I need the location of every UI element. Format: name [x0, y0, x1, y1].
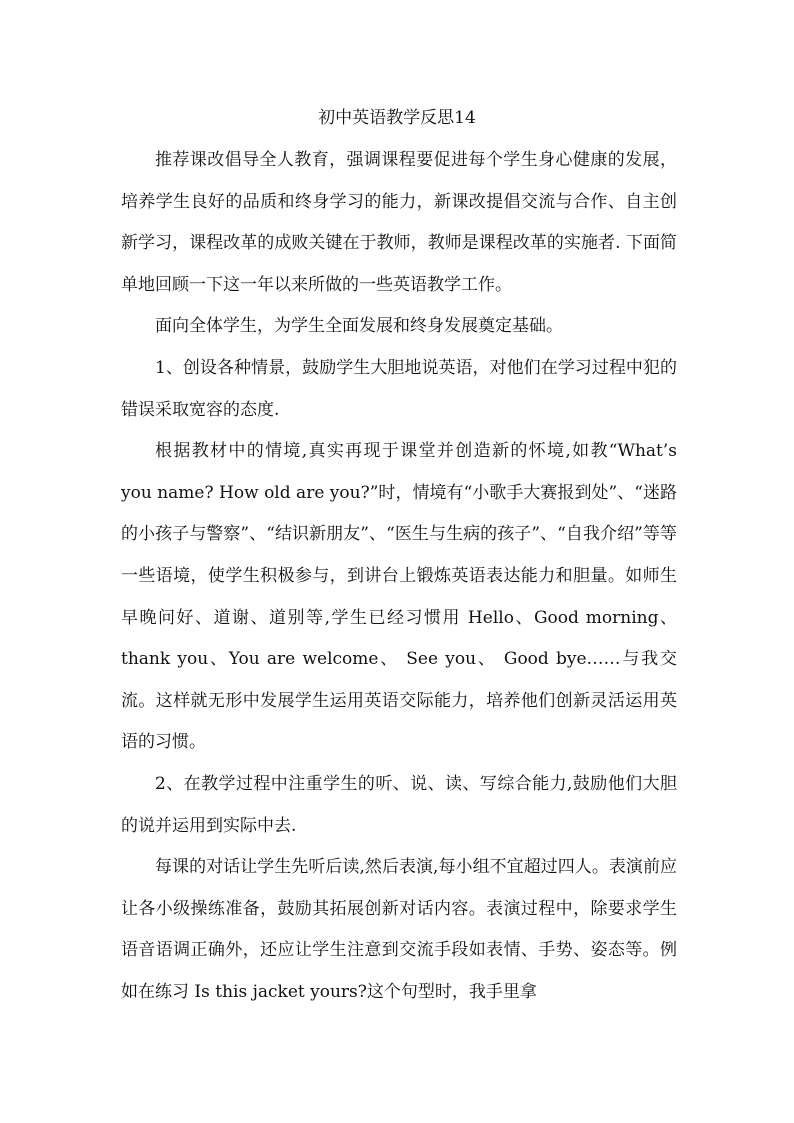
- paragraph-goal: 面向全体学生，为学生全面发展和终身发展奠定基础。: [155, 316, 563, 337]
- paragraph-intro: 推荐课改倡导全人教育，强调课程要促进每个学生身心健康的发展，培养学生良好的品质和终身学习的能力，新课改提倡交流与合作、自主创新学习，课程改革的成败关键在于教师，教师是课程改革的实施者. 下面简单地回顾一下这一年以来所做的一些英语教学工作。: [121, 150, 677, 295]
- document-title: 初中英语教学反思14: [318, 108, 476, 128]
- paragraph-dialogue: 每课的对话让学生先听后读,然后表演,每小组不宜超过四人。表演前应让各小级操练准备，鼓励其拓展创新对话内容。表演过程中，除要求学生语音语调正确外，还应让学生注意到交流手段如表情、手势、姿态等。例如在练习 Is this jacket yours?这个句型时，我手里拿: [121, 857, 677, 1002]
- paragraph-situations: 根据教材中的情境,真实再现于课堂并创造新的怀境,如教“What’s you name? How old are you?”时，情境有“小歌手大赛报到处”、“迷路的小孩子与警察”、“结识新朋友”、“医生与生病的孩子”、“自我介绍”等等一些语境，使学生积极参与，到讲台上锻炼英语表达能力和胆量。如师生早晚问好、道谢、道别等,学生已经习惯用 Hello、Good morning、 thank you、You are welcome、 See you、 Good bye……与我交流。这样就无形中发展学生运用英语交际能力，培养他们创新灵活运用英语的习惯。: [121, 441, 677, 753]
- document-body: [121, 140, 677, 1013]
- paragraph-point-1: 1、创设各种情景，鼓励学生大胆地说英语，对他们在学习过程中犯的错误采取宽容的态度.: [121, 357, 677, 420]
- paragraph-point-2: 2、在教学过程中注重学生的听、说、读、写综合能力,鼓励他们大胆的说并运用到实际中去.: [121, 773, 677, 836]
